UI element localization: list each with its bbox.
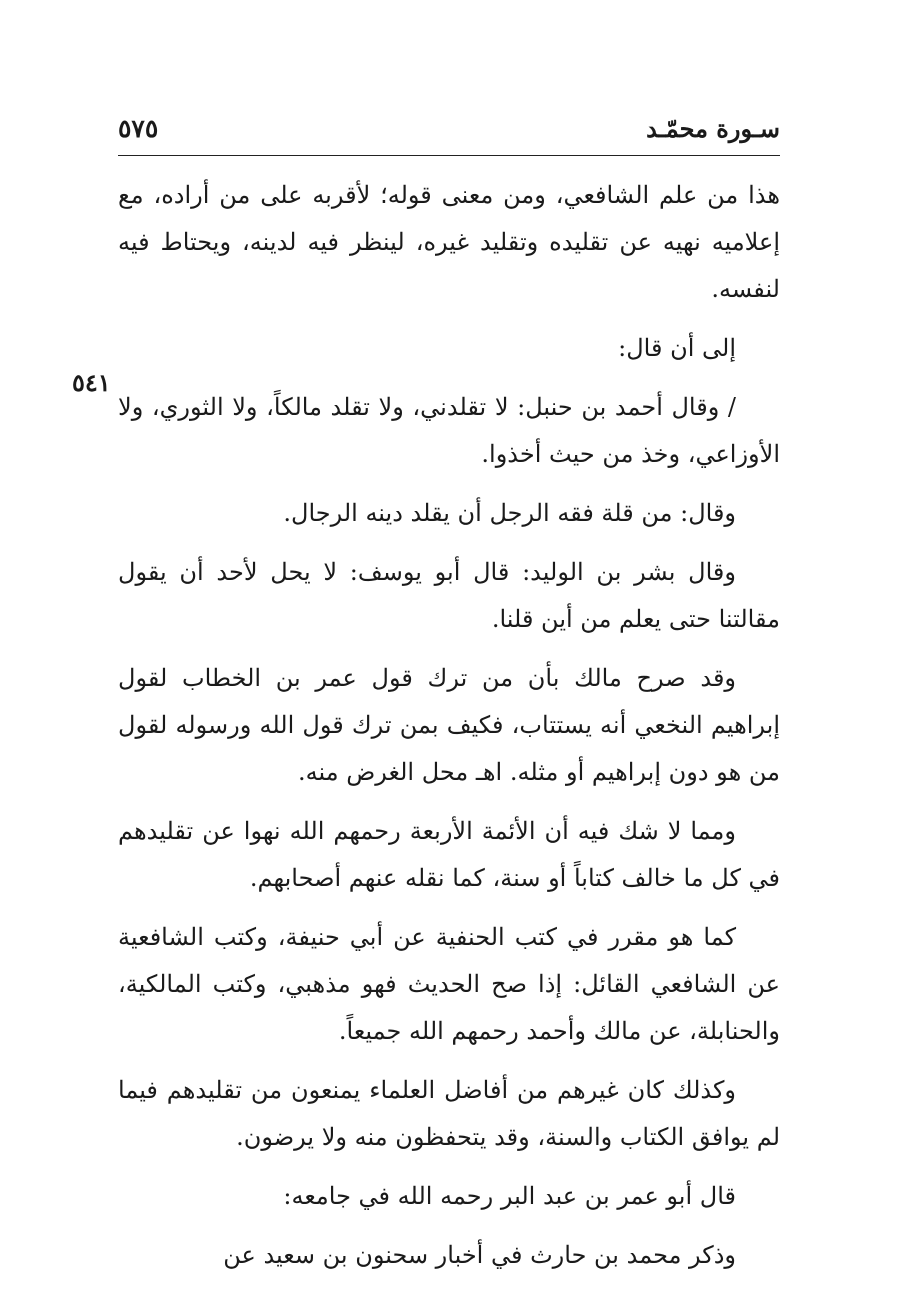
page-body <box>118 172 780 1291</box>
margin-page-reference: ٥٤١ <box>72 368 111 397</box>
paragraph-9: وكذلك كان غيرهم من أفاضل العلماء يمنعون من تقليدهم فيما لم يوافق الكتاب والسنة، وقد يتحفظون منه ولا يرضون. <box>118 1076 780 1151</box>
paragraph-4: وقال: من قلة فقه الرجل أن يقلد دينه الرجال. <box>283 499 736 527</box>
paragraph-8: كما هو مقرر في كتب الحنفية عن أبي حنيفة، وكتب الشافعية عن الشافعي القائل: إذا صح الحديث فهو مذهبي، وكتب المالكية، والحنابلة، عن مالك وأحمد رحمهم الله جميعاً. <box>118 923 780 1045</box>
paragraph-7: ومما لا شك فيه أن الأئمة الأربعة رحمهم الله نهوا عن تقليدهم في كل ما خالف كتاباً أو سنة، كما نقله عنهم أصحابهم. <box>118 817 780 892</box>
header-divider <box>118 155 780 156</box>
running-title: سـورة محمّـد <box>646 114 780 143</box>
paragraph-1: هذا من علم الشافعي، ومن معنى قوله؛ لأقربه على من أراده، مع إعلاميه نهيه عن تقليده وتقليد غيره، لينظر فيه لدينه، ويحتاط فيه لنفسه. <box>118 181 780 303</box>
page-header <box>118 110 780 150</box>
paragraph-2: إلى أن قال: <box>618 334 736 362</box>
paragraph-5: وقال بشر بن الوليد: قال أبو يوسف: لا يحل لأحد أن يقول مقالتنا حتى يعلم من أين قلنا. <box>118 558 780 633</box>
page-number: ٥٧٥ <box>118 114 159 143</box>
paragraph-6: وقد صرح مالك بأن من ترك قول عمر بن الخطاب لقول إبراهيم النخعي أنه يستتاب، فكيف بمن ترك قول الله ورسوله لقول من هو دون إبراهيم أو مثله. اهـ محل الغرض منه. <box>118 664 780 786</box>
paragraph-3: / وقال أحمد بن حنبل: لا تقلدني، ولا تقلد مالكاً، ولا الثوري، ولا الأوزاعي، وخذ من حيث أخذوا. <box>118 393 780 468</box>
paragraph-11: وذكر محمد بن حارث في أخبار سحنون بن سعيد عن <box>223 1241 736 1269</box>
paragraph-10: قال أبو عمر بن عبد البر رحمه الله في جامعه: <box>283 1182 736 1210</box>
